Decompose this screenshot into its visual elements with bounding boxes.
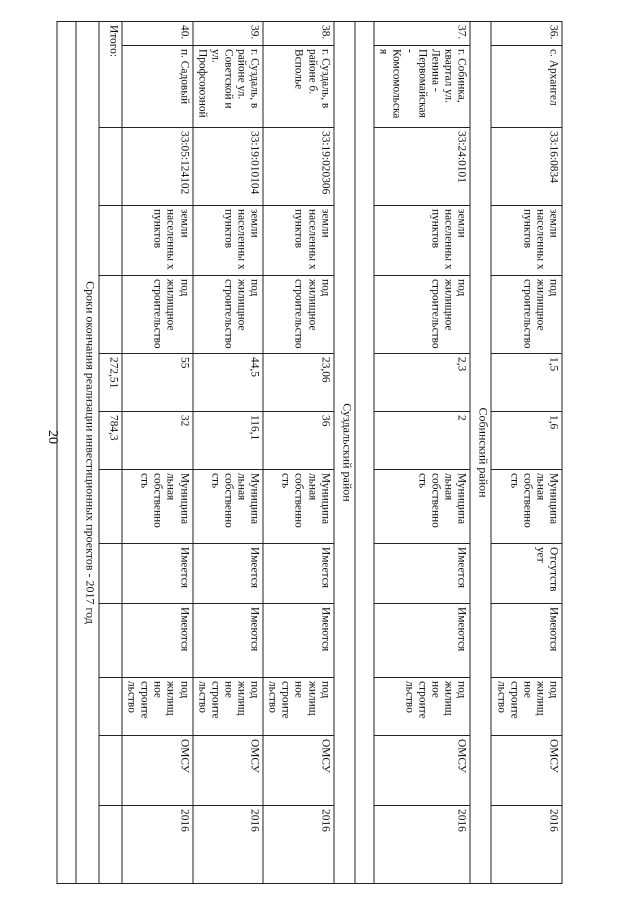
cell-use: под жилищное строительство	[491, 276, 562, 354]
cell-purpose: под жилищ ное строите льство	[263, 678, 334, 736]
cell-own: Муниципа льная собственно сть	[193, 470, 264, 544]
cell-org: ОМСУ	[374, 736, 471, 806]
page-number: 20	[45, 430, 60, 444]
cell-n: 36.	[491, 22, 562, 46]
spacer-row	[355, 22, 374, 884]
cell-area: 23,06	[263, 354, 334, 412]
cell-place: г. Собинка, квартал ул. Ленина - Первомайская - Комсомольска я	[374, 46, 471, 128]
cell-own: Муниципа льная собственно сть	[122, 470, 193, 544]
cell-use: под жилищное строительство	[193, 276, 264, 354]
footer-note: Сроки окончания реализации инвестиционных проектов - 2017 год	[76, 22, 99, 884]
cell-cnt: 1,6	[491, 412, 562, 470]
cell-n: 37.	[374, 22, 471, 46]
cell-use: под жилищное строительство	[263, 276, 334, 354]
cell-area: 44,5	[193, 354, 264, 412]
section-row	[470, 22, 491, 884]
cell-own: Муниципа льная собственно сть	[263, 470, 334, 544]
table-row	[374, 22, 471, 884]
cell-cnt: 2	[374, 412, 471, 470]
cell-own: Муниципа льная собственно сть	[374, 470, 471, 544]
cell-eng: Отсутств ует	[491, 544, 562, 604]
cell-cnt: 32	[122, 412, 193, 470]
cell-own: Муниципа льная собственно сть	[491, 470, 562, 544]
cell-org: ОМСУ	[193, 736, 264, 806]
cell-cad: 33:19:020306	[263, 128, 334, 206]
table-row	[122, 22, 193, 884]
cell-purpose: под жилищ ное строите льство	[193, 678, 264, 736]
cell-eng2: Имеются	[193, 604, 264, 678]
cell-eng2: Имеются	[491, 604, 562, 678]
cell-cat: земли населенны х пунктов	[193, 206, 264, 276]
cell-eng: Имеется	[122, 544, 193, 604]
section-b-rows	[374, 22, 471, 884]
cell-cat: земли населенны х пунктов	[491, 206, 562, 276]
cell-purpose: под жилищ ное строите льство	[491, 678, 562, 736]
cell-place: г. Суздаль, в районе ул. Советской и ул. Профсоюзной	[193, 46, 264, 128]
cell-n: 40.	[122, 22, 193, 46]
cell-org: ОМСУ	[122, 736, 193, 806]
cell-year: 2016	[263, 806, 334, 884]
cell-place: с. Архангел	[491, 46, 562, 128]
cell-purpose: под жилищ ное строите льство	[122, 678, 193, 736]
section-a-rows	[491, 22, 562, 884]
spacer-row	[57, 22, 76, 884]
cell-eng2: Имеются	[122, 604, 193, 678]
cell-cad: 33:19:010104	[193, 128, 264, 206]
cell-n: 38.	[263, 22, 334, 46]
cell-area: 1,5	[491, 354, 562, 412]
cell-cad: 33:24:0101	[374, 128, 471, 206]
cell-cad: 33:16:0834	[491, 128, 562, 206]
cell-area: 55	[122, 354, 193, 412]
cell-org: ОМСУ	[491, 736, 562, 806]
cell-use: под жилищное строительство	[122, 276, 193, 354]
section-row	[334, 22, 355, 884]
total-area: 272,51	[99, 354, 122, 412]
cell-place: п. Садовый	[122, 46, 193, 128]
table-row	[193, 22, 264, 884]
total-count: 784,3	[99, 412, 122, 470]
land-plots-table	[78, 21, 563, 883]
total-row	[99, 22, 122, 884]
cell-n: 39.	[193, 22, 264, 46]
cell-cat: земли населенны х пунктов	[263, 206, 334, 276]
section-sobinsky: Собинский район	[470, 22, 491, 884]
cell-cad: 33:05:124102	[122, 128, 193, 206]
cell-use: под жилищное строительство	[374, 276, 471, 354]
cell-eng2: Имеются	[263, 604, 334, 678]
cell-eng: Имеется	[193, 544, 264, 604]
cell-place: г. Суздаль, в районе б. Всполье	[263, 46, 334, 128]
footer-row	[76, 22, 99, 884]
cell-cat: земли населенны х пунктов	[122, 206, 193, 276]
cell-area: 2,3	[374, 354, 471, 412]
total-label: Итого:	[99, 22, 122, 128]
table-row	[263, 22, 334, 884]
cell-eng: Имеется	[374, 544, 471, 604]
cell-purpose: под жилищ ное строите льство	[374, 678, 471, 736]
cell-year: 2016	[491, 806, 562, 884]
cell-cat: земли населенны х пунктов	[374, 206, 471, 276]
cell-year: 2016	[374, 806, 471, 884]
section-suzdal: Суздальский район	[334, 22, 355, 884]
cell-year: 2016	[122, 806, 193, 884]
cell-eng: Имеется	[263, 544, 334, 604]
cell-year: 2016	[193, 806, 264, 884]
cell-eng2: Имеются	[374, 604, 471, 678]
cell-cnt: 116,1	[193, 412, 264, 470]
section-c-rows	[122, 22, 334, 884]
cell-org: ОМСУ	[263, 736, 334, 806]
cell-cnt: 36	[263, 412, 334, 470]
table-row	[491, 22, 562, 884]
